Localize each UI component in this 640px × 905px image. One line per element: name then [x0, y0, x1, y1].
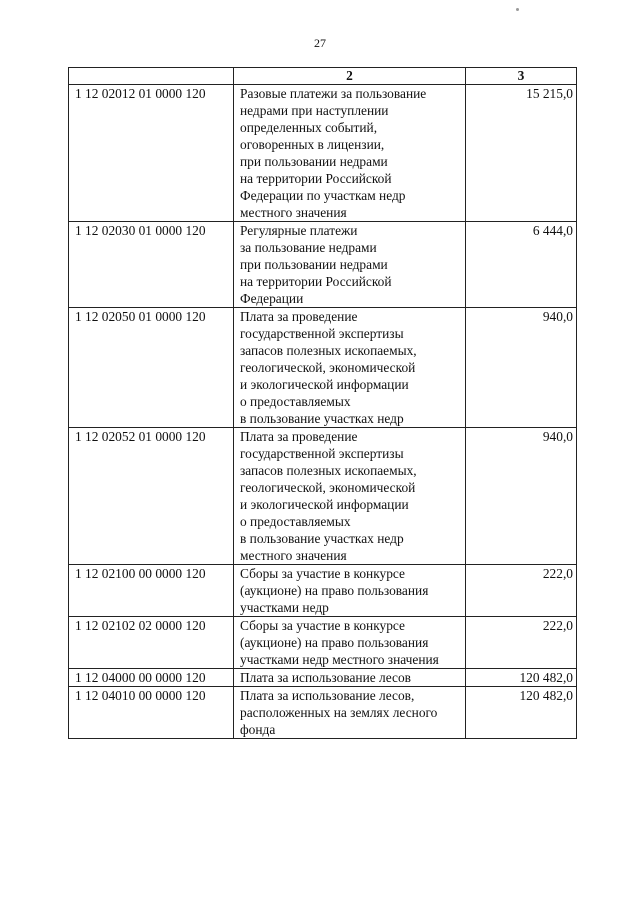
table-row — [69, 428, 577, 565]
revenue-amount: 222,0 — [466, 617, 577, 669]
table-row — [69, 222, 577, 308]
revenue-code: 1 12 02052 01 0000 120 — [69, 428, 234, 565]
table-header-row — [69, 68, 577, 85]
page-number: 27 — [314, 36, 326, 50]
revenue-code: 1 12 04000 00 0000 120 — [69, 669, 234, 687]
revenue-code: 1 12 02102 02 0000 120 — [69, 617, 234, 669]
revenue-amount: 15 215,0 — [466, 85, 577, 222]
table-row — [69, 565, 577, 617]
revenue-amount: 120 482,0 — [466, 669, 577, 687]
revenue-name: Регулярные платежи за пользование недрами при пользовании недрами на территории Российской Федерации — [234, 222, 466, 308]
revenue-amount: 120 482,0 — [466, 687, 577, 739]
revenue-amount: 940,0 — [466, 308, 577, 428]
revenue-amount: 222,0 — [466, 565, 577, 617]
revenue-name: Разовые платежи за пользование недрами при наступлении определенных событий, оговоренных в лицензии, при пользовании недрами на территории Российской Федерации по участкам недр местного значения — [234, 85, 466, 222]
revenue-name: Плата за использование лесов — [234, 669, 466, 687]
table-row — [69, 85, 577, 222]
revenue-name: Сборы за участие в конкурсе (аукционе) на право пользования участками недр местного значения — [234, 617, 466, 669]
revenue-name: Плата за проведение государственной экспертизы запасов полезных ископаемых, геологической, экономической и экологической информации о предоставляемых в пользование участках недр местного значения — [234, 428, 466, 565]
table-row — [69, 617, 577, 669]
revenue-code: 1 12 02050 01 0000 120 — [69, 308, 234, 428]
column-header-name: 2 — [234, 68, 466, 85]
revenue-code: 1 12 02012 01 0000 120 — [69, 85, 234, 222]
revenue-name: Сборы за участие в конкурсе (аукционе) на право пользования участками недр — [234, 565, 466, 617]
revenue-name: Плата за проведение государственной экспертизы запасов полезных ископаемых, геологической, экономической и экологической информации о предоставляемых в пользование участках недр — [234, 308, 466, 428]
column-header-code — [69, 68, 234, 85]
column-header-value: 3 — [466, 68, 577, 85]
revenue-code: 1 12 02030 01 0000 120 — [69, 222, 234, 308]
revenue-code: 1 12 02100 00 0000 120 — [69, 565, 234, 617]
revenue-name: Плата за использование лесов, расположенных на землях лесного фонда — [234, 687, 466, 739]
budget-revenue-table — [68, 67, 577, 739]
scan-artifact-dot — [516, 8, 519, 11]
table-row — [69, 669, 577, 687]
table-row — [69, 687, 577, 739]
revenue-amount: 6 444,0 — [466, 222, 577, 308]
table-row — [69, 308, 577, 428]
revenue-code: 1 12 04010 00 0000 120 — [69, 687, 234, 739]
revenue-amount: 940,0 — [466, 428, 577, 565]
